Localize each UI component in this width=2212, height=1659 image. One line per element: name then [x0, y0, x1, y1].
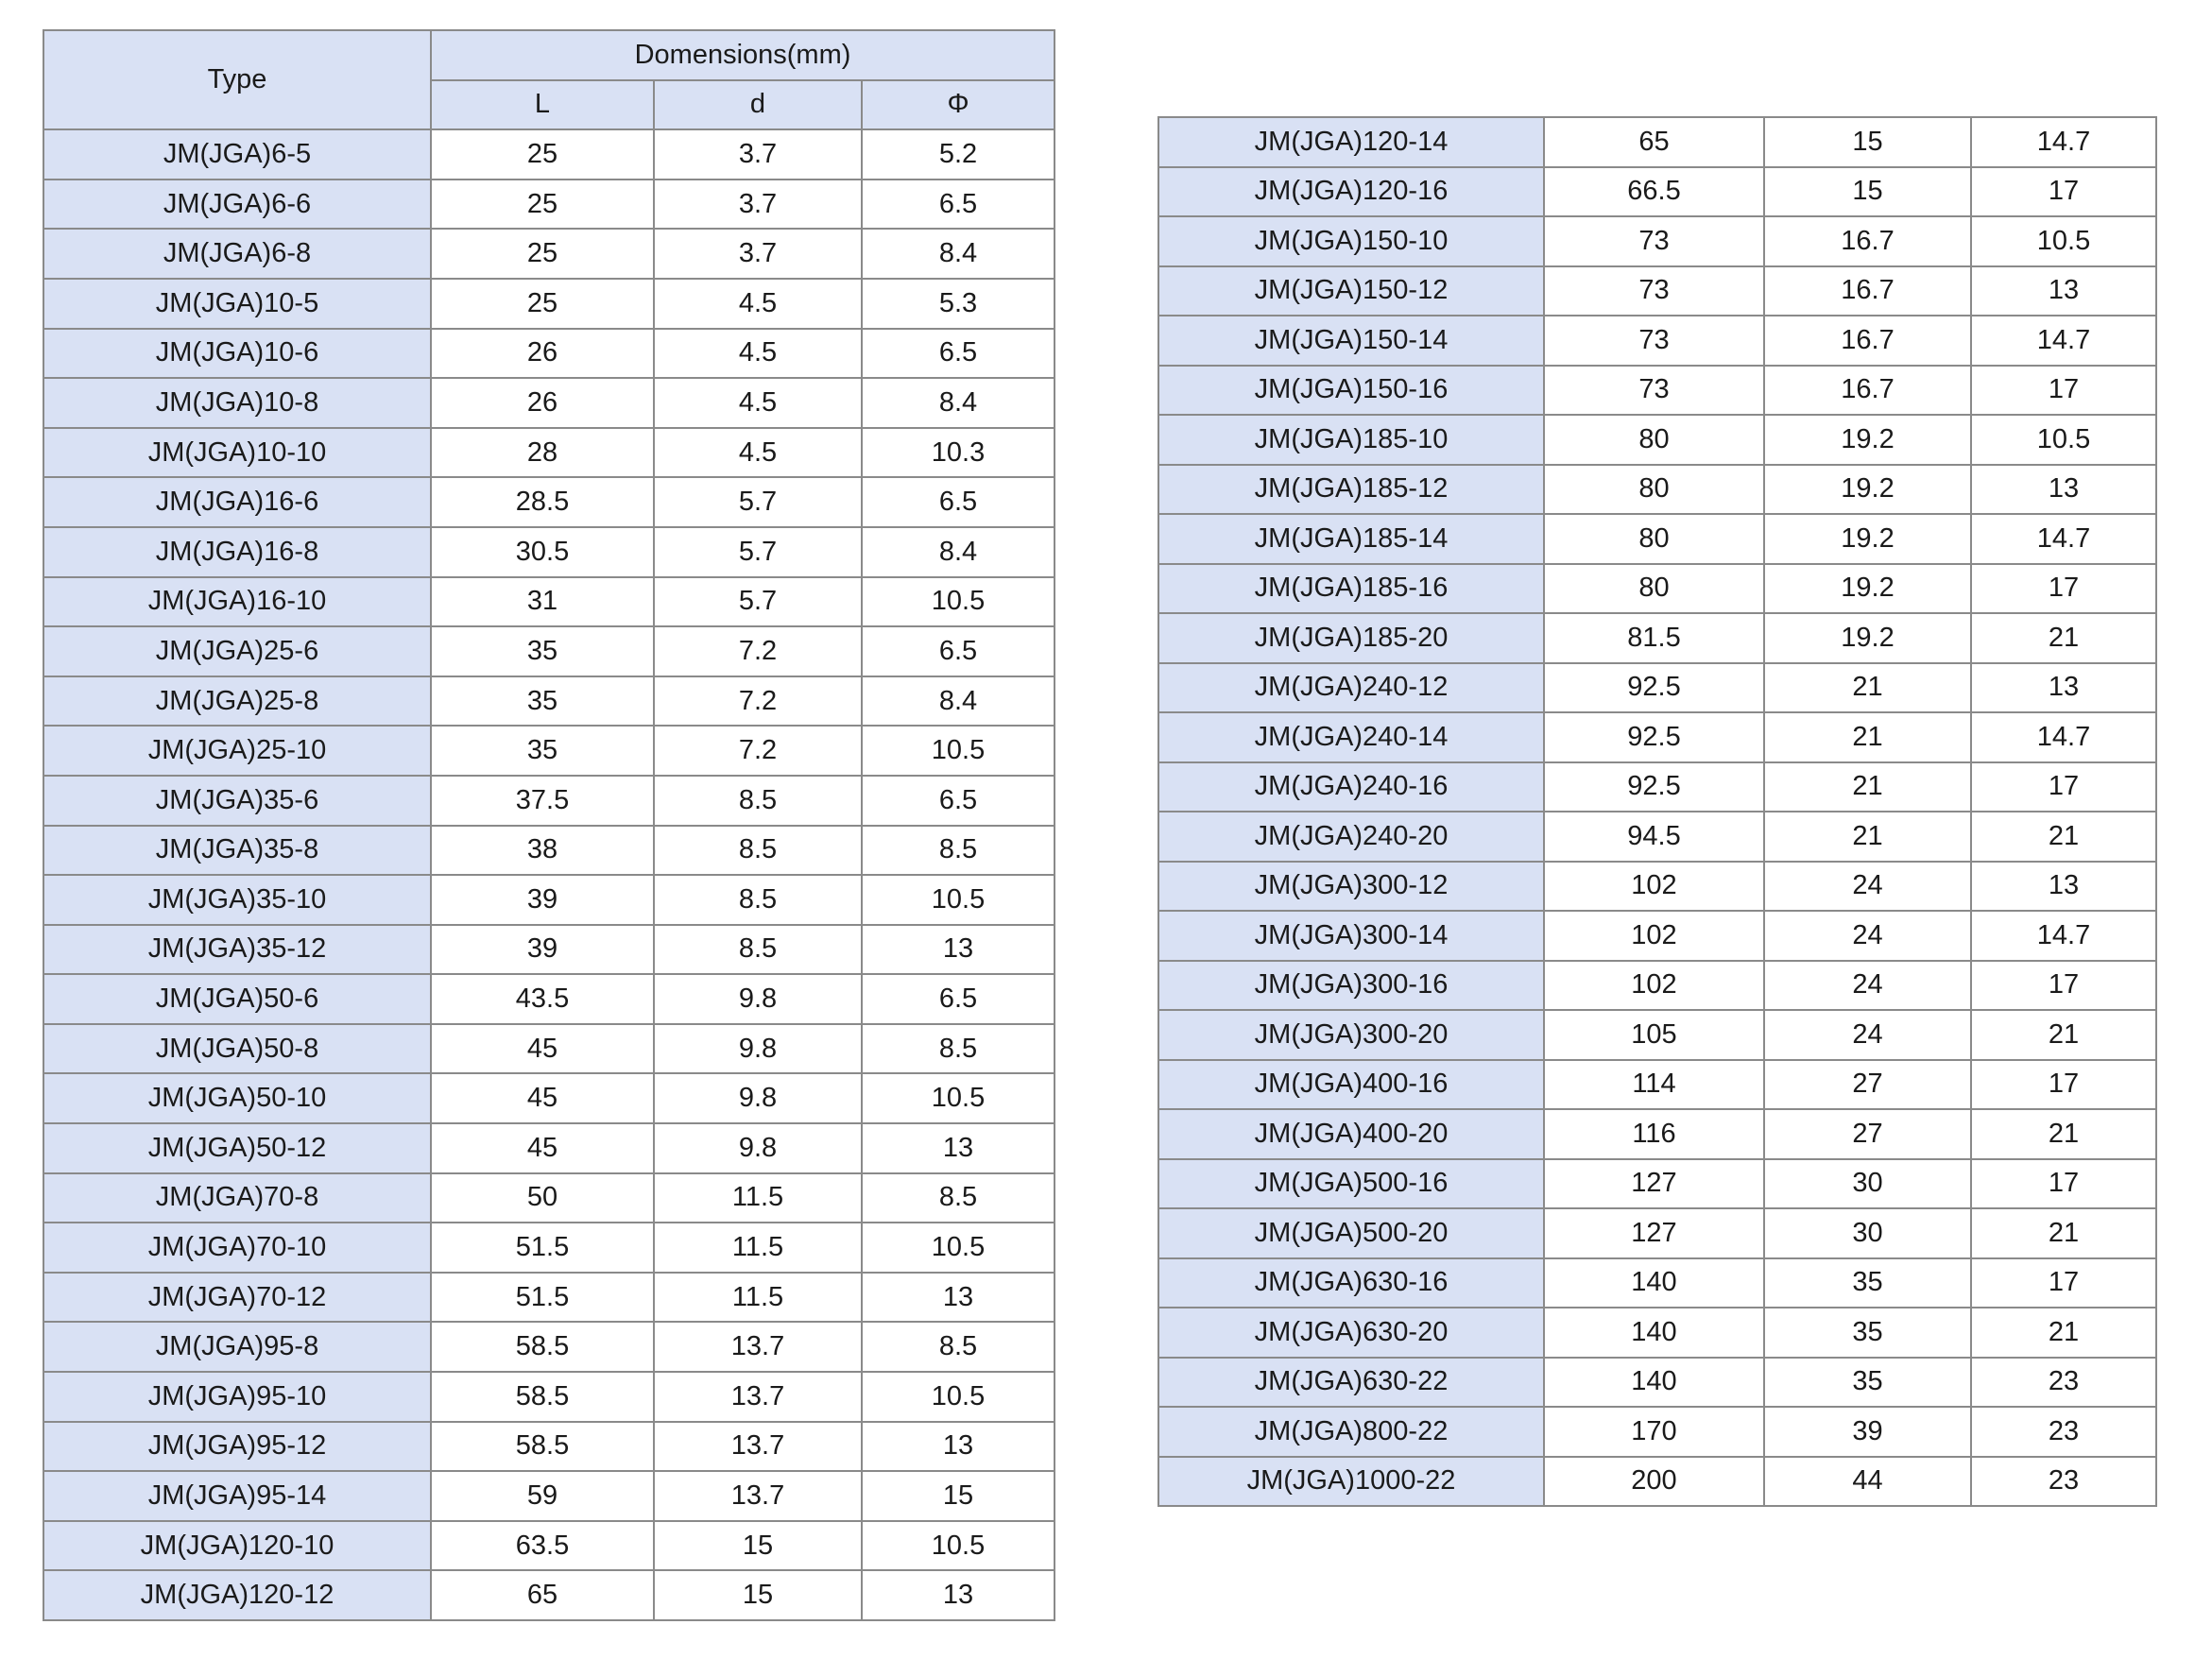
cell-phi: 8.5: [862, 826, 1055, 876]
cell-L: 37.5: [431, 776, 654, 826]
cell-phi: 6.5: [862, 180, 1055, 230]
cell-L: 102: [1544, 961, 1764, 1011]
cell-type: JM(JGA)300-16: [1158, 961, 1544, 1011]
table-row: [43, 875, 1055, 925]
cell-d: 16.7: [1764, 266, 1971, 316]
cell-type: JM(JGA)50-6: [43, 974, 431, 1024]
table-row: [43, 129, 1055, 180]
cell-L: 35: [431, 726, 654, 776]
cell-phi: 8.5: [862, 1322, 1055, 1372]
cell-L: 92.5: [1544, 663, 1764, 713]
cell-L: 80: [1544, 514, 1764, 564]
cell-L: 59: [431, 1471, 654, 1521]
cell-type: JM(JGA)400-20: [1158, 1109, 1544, 1159]
table-row: [1158, 1159, 2156, 1209]
cell-phi: 13: [862, 1123, 1055, 1173]
cell-L: 102: [1544, 911, 1764, 961]
table-row: [1158, 812, 2156, 862]
cell-type: JM(JGA)50-10: [43, 1073, 431, 1123]
cell-type: JM(JGA)400-16: [1158, 1060, 1544, 1110]
cell-type: JM(JGA)150-14: [1158, 316, 1544, 366]
cell-type: JM(JGA)70-12: [43, 1273, 431, 1323]
cell-L: 28: [431, 428, 654, 478]
cell-phi: 10.5: [862, 1073, 1055, 1123]
cell-d: 15: [1764, 167, 1971, 217]
cell-phi: 6.5: [862, 329, 1055, 379]
table-row: [43, 776, 1055, 826]
cell-L: 35: [431, 626, 654, 676]
cell-phi: 15: [862, 1471, 1055, 1521]
table-row: [43, 1073, 1055, 1123]
cell-type: JM(JGA)185-20: [1158, 613, 1544, 663]
cell-L: 45: [431, 1123, 654, 1173]
cell-d: 35: [1764, 1358, 1971, 1408]
right-table-body: [1158, 117, 2156, 1506]
cell-d: 5.7: [654, 577, 862, 627]
cell-d: 4.5: [654, 428, 862, 478]
table-row: [1158, 1010, 2156, 1060]
cell-type: JM(JGA)500-20: [1158, 1208, 1544, 1258]
table-row: [43, 676, 1055, 727]
cell-type: JM(JGA)630-22: [1158, 1358, 1544, 1408]
cell-type: JM(JGA)1000-22: [1158, 1457, 1544, 1507]
cell-type: JM(JGA)300-12: [1158, 862, 1544, 912]
cell-d: 16.7: [1764, 316, 1971, 366]
cell-L: 63.5: [431, 1521, 654, 1571]
cell-L: 58.5: [431, 1322, 654, 1372]
header-type: Type: [43, 30, 431, 129]
cell-L: 51.5: [431, 1223, 654, 1273]
cell-phi: 10.5: [862, 1223, 1055, 1273]
cell-L: 58.5: [431, 1422, 654, 1472]
cell-L: 35: [431, 676, 654, 727]
table-row: [1158, 366, 2156, 416]
cell-L: 73: [1544, 366, 1764, 416]
table-row: [1158, 1208, 2156, 1258]
table-row: [43, 428, 1055, 478]
table-row: [43, 1273, 1055, 1323]
cell-d: 19.2: [1764, 415, 1971, 465]
cell-L: 25: [431, 279, 654, 329]
cell-type: JM(JGA)6-5: [43, 129, 431, 180]
cell-phi: 10.5: [862, 726, 1055, 776]
cell-L: 31: [431, 577, 654, 627]
cell-phi: 23: [1971, 1407, 2156, 1457]
cell-phi: 14.7: [1971, 911, 2156, 961]
cell-phi: 10.5: [1971, 216, 2156, 266]
cell-L: 39: [431, 925, 654, 975]
cell-d: 15: [1764, 117, 1971, 167]
cell-phi: 14.7: [1971, 514, 2156, 564]
table-row: [43, 1123, 1055, 1173]
cell-type: JM(JGA)50-8: [43, 1024, 431, 1074]
cell-type: JM(JGA)95-14: [43, 1471, 431, 1521]
cell-d: 3.7: [654, 180, 862, 230]
cell-type: JM(JGA)240-20: [1158, 812, 1544, 862]
table-row: [1158, 1060, 2156, 1110]
table-row: [1158, 216, 2156, 266]
cell-L: 80: [1544, 415, 1764, 465]
cell-L: 26: [431, 378, 654, 428]
cell-d: 11.5: [654, 1273, 862, 1323]
table-row: [43, 626, 1055, 676]
cell-L: 50: [431, 1173, 654, 1223]
cell-type: JM(JGA)35-8: [43, 826, 431, 876]
cell-d: 24: [1764, 1010, 1971, 1060]
table-row: [1158, 167, 2156, 217]
cell-d: 16.7: [1764, 216, 1971, 266]
cell-d: 9.8: [654, 1024, 862, 1074]
table-row: [43, 329, 1055, 379]
cell-type: JM(JGA)120-10: [43, 1521, 431, 1571]
cell-d: 9.8: [654, 1073, 862, 1123]
table-row: [1158, 961, 2156, 1011]
dimensions-table-right: [1157, 116, 2157, 1507]
cell-d: 8.5: [654, 875, 862, 925]
cell-d: 11.5: [654, 1173, 862, 1223]
cell-phi: 8.4: [862, 378, 1055, 428]
cell-phi: 6.5: [862, 477, 1055, 527]
cell-L: 39: [431, 875, 654, 925]
cell-type: JM(JGA)95-8: [43, 1322, 431, 1372]
cell-phi: 8.4: [862, 527, 1055, 577]
cell-type: JM(JGA)16-8: [43, 527, 431, 577]
table-row: [43, 527, 1055, 577]
cell-type: JM(JGA)25-10: [43, 726, 431, 776]
table-row: [1158, 762, 2156, 812]
cell-phi: 21: [1971, 812, 2156, 862]
cell-phi: 17: [1971, 564, 2156, 614]
cell-type: JM(JGA)300-14: [1158, 911, 1544, 961]
cell-L: 58.5: [431, 1372, 654, 1422]
table-row: [43, 1322, 1055, 1372]
cell-L: 38: [431, 826, 654, 876]
table-row: [1158, 266, 2156, 316]
cell-phi: 5.2: [862, 129, 1055, 180]
cell-L: 30.5: [431, 527, 654, 577]
cell-type: JM(JGA)120-14: [1158, 117, 1544, 167]
cell-d: 24: [1764, 862, 1971, 912]
cell-L: 92.5: [1544, 712, 1764, 762]
cell-type: JM(JGA)150-16: [1158, 366, 1544, 416]
cell-type: JM(JGA)10-10: [43, 428, 431, 478]
cell-d: 24: [1764, 961, 1971, 1011]
cell-phi: 17: [1971, 167, 2156, 217]
table-row: [1158, 316, 2156, 366]
cell-type: JM(JGA)16-10: [43, 577, 431, 627]
cell-L: 140: [1544, 1358, 1764, 1408]
cell-phi: 21: [1971, 613, 2156, 663]
cell-d: 39: [1764, 1407, 1971, 1457]
header-dimensions-group: Domensions(mm): [431, 30, 1055, 80]
cell-type: JM(JGA)95-12: [43, 1422, 431, 1472]
cell-phi: 17: [1971, 961, 2156, 1011]
cell-L: 45: [431, 1073, 654, 1123]
cell-d: 27: [1764, 1060, 1971, 1110]
cell-L: 102: [1544, 862, 1764, 912]
cell-phi: 13: [1971, 465, 2156, 515]
cell-phi: 8.5: [862, 1024, 1055, 1074]
cell-phi: 17: [1971, 762, 2156, 812]
cell-d: 8.5: [654, 826, 862, 876]
cell-phi: 14.7: [1971, 316, 2156, 366]
cell-d: 4.5: [654, 378, 862, 428]
cell-L: 43.5: [431, 974, 654, 1024]
header-col-L: L: [431, 80, 654, 130]
cell-type: JM(JGA)95-10: [43, 1372, 431, 1422]
cell-d: 5.7: [654, 527, 862, 577]
cell-phi: 8.5: [862, 1173, 1055, 1223]
cell-d: 21: [1764, 663, 1971, 713]
cell-L: 65: [1544, 117, 1764, 167]
cell-phi: 21: [1971, 1109, 2156, 1159]
cell-d: 7.2: [654, 626, 862, 676]
cell-d: 16.7: [1764, 366, 1971, 416]
header-col-phi: Φ: [862, 80, 1055, 130]
cell-phi: 13: [862, 1422, 1055, 1472]
cell-phi: 6.5: [862, 626, 1055, 676]
cell-type: JM(JGA)240-12: [1158, 663, 1544, 713]
cell-type: JM(JGA)300-20: [1158, 1010, 1544, 1060]
cell-L: 45: [431, 1024, 654, 1074]
table-row: [43, 1024, 1055, 1074]
table-row: [1158, 663, 2156, 713]
table-row: [43, 477, 1055, 527]
table-row: [1158, 911, 2156, 961]
cell-phi: 10.5: [862, 577, 1055, 627]
cell-type: JM(JGA)70-10: [43, 1223, 431, 1273]
cell-phi: 14.7: [1971, 712, 2156, 762]
cell-type: JM(JGA)800-22: [1158, 1407, 1544, 1457]
table-row: [43, 1223, 1055, 1273]
cell-d: 13.7: [654, 1322, 862, 1372]
cell-phi: 13: [862, 1273, 1055, 1323]
cell-type: JM(JGA)10-5: [43, 279, 431, 329]
cell-d: 7.2: [654, 676, 862, 727]
cell-L: 25: [431, 180, 654, 230]
cell-d: 8.5: [654, 776, 862, 826]
cell-d: 19.2: [1764, 613, 1971, 663]
table-row: [43, 925, 1055, 975]
cell-L: 28.5: [431, 477, 654, 527]
cell-phi: 17: [1971, 1159, 2156, 1209]
cell-type: JM(JGA)240-16: [1158, 762, 1544, 812]
cell-type: JM(JGA)185-12: [1158, 465, 1544, 515]
cell-phi: 13: [1971, 862, 2156, 912]
cell-type: JM(JGA)240-14: [1158, 712, 1544, 762]
cell-phi: 13: [862, 1570, 1055, 1620]
cell-type: JM(JGA)10-6: [43, 329, 431, 379]
cell-type: JM(JGA)6-6: [43, 180, 431, 230]
table-row: [1158, 613, 2156, 663]
cell-phi: 10.5: [862, 875, 1055, 925]
header-col-d: d: [654, 80, 862, 130]
cell-L: 66.5: [1544, 167, 1764, 217]
table-row: [1158, 1109, 2156, 1159]
table-row: [1158, 1308, 2156, 1358]
cell-L: 25: [431, 229, 654, 279]
table-row: [43, 1173, 1055, 1223]
cell-phi: 8.4: [862, 229, 1055, 279]
cell-L: 170: [1544, 1407, 1764, 1457]
table-row: [43, 1422, 1055, 1472]
table-row: [43, 229, 1055, 279]
cell-type: JM(JGA)630-16: [1158, 1258, 1544, 1308]
cell-L: 80: [1544, 564, 1764, 614]
table-row: [1158, 1407, 2156, 1457]
cell-phi: 13: [862, 925, 1055, 975]
cell-d: 5.7: [654, 477, 862, 527]
cell-d: 21: [1764, 812, 1971, 862]
cell-type: JM(JGA)185-16: [1158, 564, 1544, 614]
table-row: [1158, 1358, 2156, 1408]
cell-phi: 10.5: [862, 1372, 1055, 1422]
cell-d: 35: [1764, 1258, 1971, 1308]
cell-phi: 21: [1971, 1010, 2156, 1060]
cell-phi: 8.4: [862, 676, 1055, 727]
cell-L: 114: [1544, 1060, 1764, 1110]
table-row: [43, 577, 1055, 627]
left-table-body: [43, 129, 1055, 1620]
cell-L: 73: [1544, 316, 1764, 366]
cell-d: 3.7: [654, 229, 862, 279]
cell-d: 44: [1764, 1457, 1971, 1507]
cell-d: 13.7: [654, 1471, 862, 1521]
cell-L: 51.5: [431, 1273, 654, 1323]
cell-d: 4.5: [654, 279, 862, 329]
cell-type: JM(JGA)120-12: [43, 1570, 431, 1620]
cell-L: 25: [431, 129, 654, 180]
cell-phi: 6.5: [862, 776, 1055, 826]
cell-phi: 10.5: [862, 1521, 1055, 1571]
cell-phi: 23: [1971, 1457, 2156, 1507]
cell-d: 35: [1764, 1308, 1971, 1358]
cell-L: 127: [1544, 1208, 1764, 1258]
cell-d: 19.2: [1764, 564, 1971, 614]
cell-type: JM(JGA)35-12: [43, 925, 431, 975]
table-row: [1158, 465, 2156, 515]
cell-phi: 23: [1971, 1358, 2156, 1408]
table-row: [43, 180, 1055, 230]
cell-type: JM(JGA)25-6: [43, 626, 431, 676]
cell-type: JM(JGA)120-16: [1158, 167, 1544, 217]
cell-type: JM(JGA)150-12: [1158, 266, 1544, 316]
cell-L: 81.5: [1544, 613, 1764, 663]
cell-d: 24: [1764, 911, 1971, 961]
cell-phi: 17: [1971, 1258, 2156, 1308]
cell-d: 13.7: [654, 1372, 862, 1422]
table-row: [1158, 117, 2156, 167]
cell-L: 140: [1544, 1258, 1764, 1308]
table-row: [1158, 564, 2156, 614]
cell-type: JM(JGA)35-10: [43, 875, 431, 925]
table-row: [43, 378, 1055, 428]
cell-d: 21: [1764, 762, 1971, 812]
cell-type: JM(JGA)16-6: [43, 477, 431, 527]
cell-L: 105: [1544, 1010, 1764, 1060]
cell-phi: 17: [1971, 1060, 2156, 1110]
cell-d: 9.8: [654, 974, 862, 1024]
table-row: [43, 974, 1055, 1024]
table-row: [1158, 1457, 2156, 1507]
table-row: [43, 826, 1055, 876]
table-row: [1158, 415, 2156, 465]
cell-type: JM(JGA)185-10: [1158, 415, 1544, 465]
cell-phi: 10.3: [862, 428, 1055, 478]
cell-d: 21: [1764, 712, 1971, 762]
cell-type: JM(JGA)35-6: [43, 776, 431, 826]
cell-d: 13.7: [654, 1422, 862, 1472]
table-row: [43, 279, 1055, 329]
cell-phi: 13: [1971, 266, 2156, 316]
dimensions-table-left: [43, 29, 1055, 1621]
cell-L: 73: [1544, 216, 1764, 266]
cell-phi: 6.5: [862, 974, 1055, 1024]
cell-L: 65: [431, 1570, 654, 1620]
cell-d: 30: [1764, 1208, 1971, 1258]
cell-type: JM(JGA)25-8: [43, 676, 431, 727]
cell-d: 15: [654, 1521, 862, 1571]
table-row: [1158, 862, 2156, 912]
cell-d: 9.8: [654, 1123, 862, 1173]
cell-d: 15: [654, 1570, 862, 1620]
table-row: [43, 1471, 1055, 1521]
cell-phi: 17: [1971, 366, 2156, 416]
cell-type: JM(JGA)500-16: [1158, 1159, 1544, 1209]
cell-type: JM(JGA)630-20: [1158, 1308, 1544, 1358]
cell-d: 27: [1764, 1109, 1971, 1159]
cell-type: JM(JGA)70-8: [43, 1173, 431, 1223]
cell-type: JM(JGA)6-8: [43, 229, 431, 279]
cell-type: JM(JGA)185-14: [1158, 514, 1544, 564]
table-row: [43, 1521, 1055, 1571]
cell-L: 80: [1544, 465, 1764, 515]
cell-L: 127: [1544, 1159, 1764, 1209]
cell-d: 30: [1764, 1159, 1971, 1209]
cell-phi: 21: [1971, 1208, 2156, 1258]
cell-L: 140: [1544, 1308, 1764, 1358]
cell-d: 11.5: [654, 1223, 862, 1273]
cell-L: 92.5: [1544, 762, 1764, 812]
cell-L: 94.5: [1544, 812, 1764, 862]
cell-phi: 5.3: [862, 279, 1055, 329]
table-row: [43, 1570, 1055, 1620]
cell-L: 73: [1544, 266, 1764, 316]
cell-type: JM(JGA)10-8: [43, 378, 431, 428]
cell-phi: 21: [1971, 1308, 2156, 1358]
cell-d: 3.7: [654, 129, 862, 180]
table-row: [1158, 1258, 2156, 1308]
cell-d: 7.2: [654, 726, 862, 776]
cell-L: 200: [1544, 1457, 1764, 1507]
cell-d: 19.2: [1764, 514, 1971, 564]
cell-phi: 14.7: [1971, 117, 2156, 167]
cell-type: JM(JGA)50-12: [43, 1123, 431, 1173]
cell-L: 116: [1544, 1109, 1764, 1159]
table-row: [43, 1372, 1055, 1422]
cell-d: 4.5: [654, 329, 862, 379]
cell-d: 8.5: [654, 925, 862, 975]
cell-L: 26: [431, 329, 654, 379]
table-row: [1158, 514, 2156, 564]
cell-phi: 10.5: [1971, 415, 2156, 465]
cell-d: 19.2: [1764, 465, 1971, 515]
table-row: [1158, 712, 2156, 762]
cell-phi: 13: [1971, 663, 2156, 713]
cell-type: JM(JGA)150-10: [1158, 216, 1544, 266]
table-row: [43, 726, 1055, 776]
